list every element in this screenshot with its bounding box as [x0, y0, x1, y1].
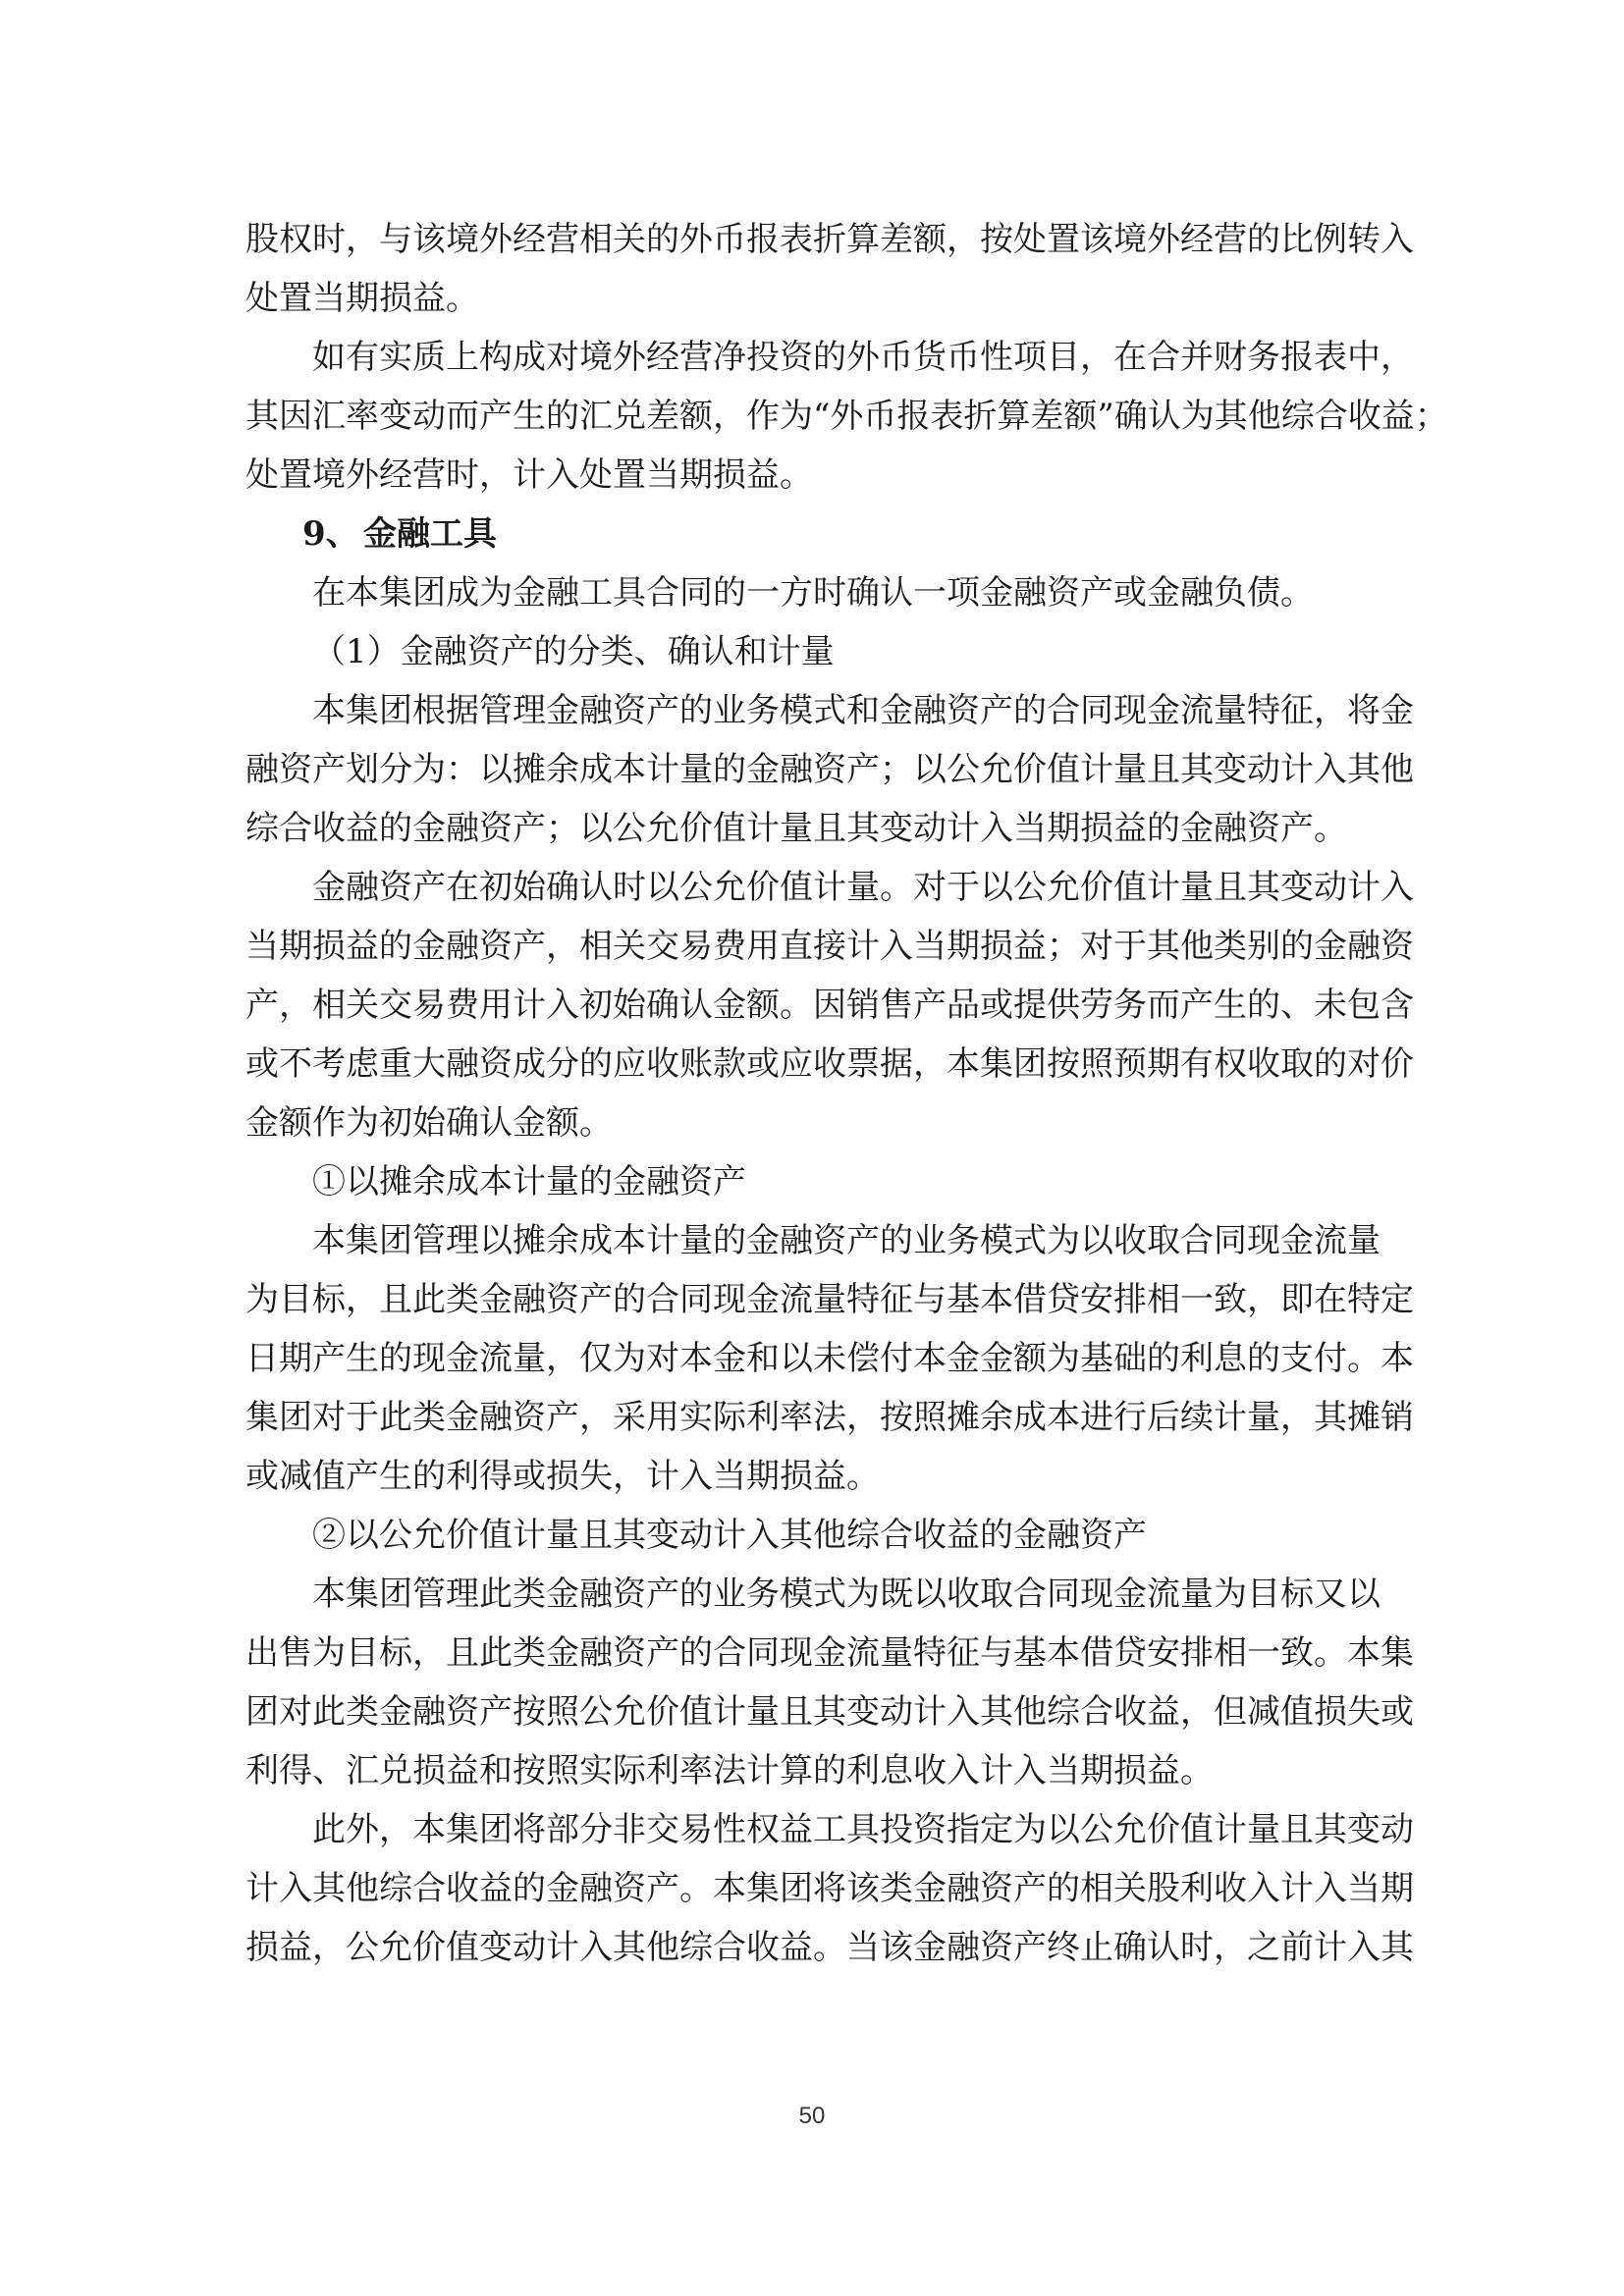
text-line: 股权时，与该境外经营相关的外币报表折算差额，按处置该境外经营的比例转入: [245, 220, 1414, 259]
text-line: 如有实质上构成对境外经营净投资的外币货币性项目，在合并财务报表中，: [312, 338, 1414, 377]
text-line: 综合收益的金融资产；以公允价值计量且其变动计入当期损益的金融资产。: [245, 809, 1347, 848]
text-line: 本集团管理以摊余成本计量的金融资产的业务模式为以收取合同现金流量: [312, 1221, 1380, 1260]
text-line: 金额作为初始确认金额。: [245, 1103, 613, 1143]
subsection-heading: [245, 1152, 1386, 1211]
section-title: 金融工具: [363, 514, 497, 554]
text-line: 集团对于此类金融资产，采用实际利率法，按照摊余成本进行后续计量，其摊销: [245, 1398, 1414, 1437]
paragraph: [245, 858, 1414, 1152]
text-line: 在本集团成为金融工具合同的一方时确认一项金融资产或金融负债。: [312, 573, 1314, 613]
text-line: 损益，公允价值变动计入其他综合收益。当该金融资产终止确认时，之前计入其: [245, 1928, 1414, 1967]
text-line: 此外，本集团将部分非交易性权益工具投资指定为以公允价值计量且其变动: [312, 1810, 1414, 1849]
document-body: [245, 210, 1448, 1977]
text-line: 当期损益的金融资产，相关交易费用直接计入当期损益；对于其他类别的金融资: [245, 927, 1414, 966]
text-line: 或不考虑重大融资成分的应收账款或应收票据，本集团按照预期有权收取的对价: [245, 1044, 1414, 1084]
subsection-heading: [245, 622, 1386, 681]
text-line: 利得、汇兑损益和按照实际利率法计算的利息收入计入当期损益。: [245, 1751, 1214, 1790]
text-line: 金融资产在初始确认时以公允价值计量。对于以公允价值计量且其变动计入: [312, 868, 1414, 907]
text-line: 融资产划分为：以摊余成本计量的金融资产；以公允价值计量且其变动计入其他: [245, 750, 1414, 789]
paragraph: [245, 1565, 1414, 1800]
text-line: ①以摊余成本计量的金融资产: [312, 1162, 746, 1201]
text-line: 或减值产生的利得或损失，计入当期损益。: [245, 1457, 880, 1496]
text-line: （1）金融资产的分类、确认和计量: [312, 632, 835, 671]
paragraph: [245, 563, 1386, 622]
text-line: 为目标，且此类金融资产的合同现金流量特征与基本借贷安排相一致，即在特定: [245, 1280, 1414, 1319]
text-line: 团对此类金融资产按照公允价值计量且其变动计入其他综合收益，但减值损失或: [245, 1692, 1414, 1732]
text-line: 处置境外经营时，计入处置当期损益。: [245, 455, 813, 495]
paragraph: [245, 210, 1414, 328]
text-line: 计入其他综合收益的金融资产。本集团将该类金融资产的相关股利收入计入当期: [245, 1869, 1414, 1908]
subsection-heading: [245, 1506, 1386, 1565]
text-line: 产，相关交易费用计入初始确认金额。因销售产品或提供劳务而产生的、未包含: [245, 986, 1414, 1025]
section-heading: [245, 505, 1386, 563]
paragraph: [245, 1800, 1414, 1977]
text-line: 出售为目标，且此类金融资产的合同现金流量特征与基本借贷安排相一致。本集: [245, 1633, 1414, 1673]
paragraph: [245, 1211, 1414, 1506]
text-line: 本集团根据管理金融资产的业务模式和金融资产的合同现金流量特征，将金: [312, 691, 1414, 730]
paragraph: [245, 681, 1414, 858]
text-line: ②以公允价值计量且其变动计入其他综合收益的金融资产: [312, 1516, 1147, 1555]
text-line: 处置当期损益。: [245, 279, 479, 318]
text-line: 其因汇率变动而产生的汇兑差额，作为“外币报表折算差额”确认为其他综合收益；: [245, 397, 1448, 436]
page-number: 50: [798, 2103, 826, 2129]
paragraph: [245, 328, 1448, 505]
text-line: 本集团管理此类金融资产的业务模式为既以收取合同现金流量为目标又以: [312, 1575, 1380, 1614]
section-number: 9、: [302, 514, 359, 554]
text-line: 日期产生的现金流量，仅为对本金和以未偿付本金金额为基础的利息的支付。本: [245, 1339, 1414, 1378]
